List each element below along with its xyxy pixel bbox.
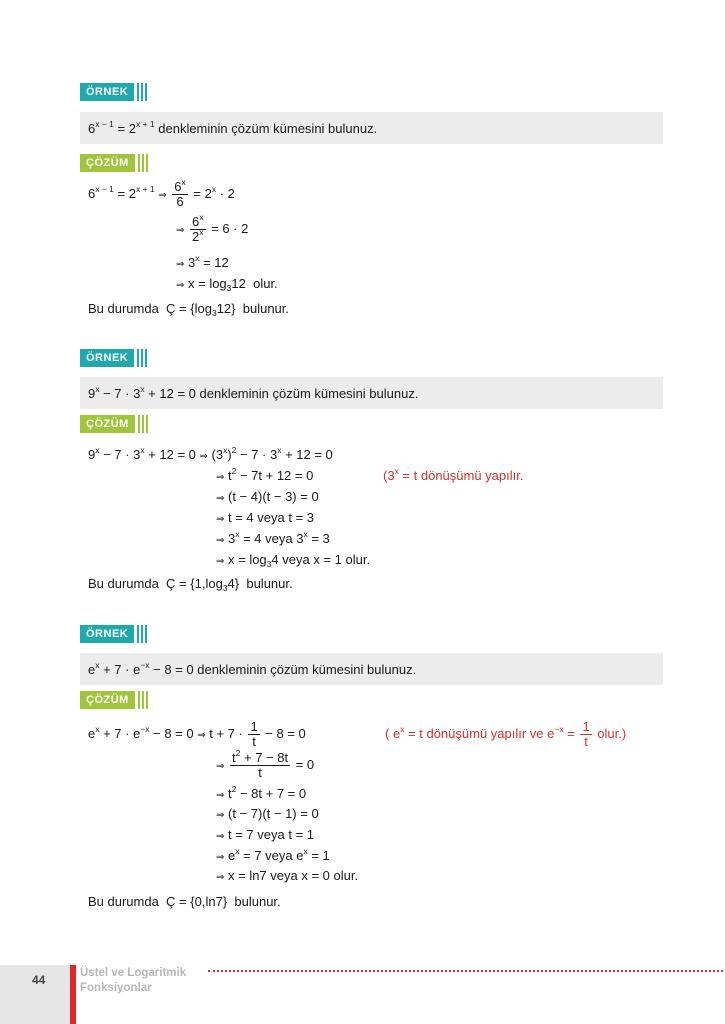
conclusion: Bu durumda Ç = {0,ln7} bulunur. [88,894,281,909]
question-text: denkleminin çözüm kümesini bulunuz. [199,385,419,401]
veya-text: veya [257,827,285,842]
solution-step: ⇒ $t^2 - 7t + 12 = 0$ [216,466,314,483]
badge-stripes-icon [138,691,150,709]
solution-step: ⇒ $x = \log_312$ olur. [176,276,278,293]
question-equation: $e^x + 7 \cdot e^{-x} - 8 = 0$ [88,659,198,677]
conclusion-prefix: Bu durumda [88,301,159,316]
solution-step: ⇒ $e^x = 7$ veya $e^x = 1$ [216,846,330,863]
badge-stripes-icon [137,625,149,643]
substitution-note: ( $e^x = t$ dönüşümü yapılır ve $e^{-x}$ = $\frac{1}{t}$ olur.) [385,719,627,749]
substitution-note: ($3^x = t$ dönüşümü yapılır. [383,466,524,483]
chapter-title-line1: Üstel ve Logaritmik [80,967,187,979]
example-badge-3 [80,625,149,643]
solution-badge-label: ÇÖZÜM [80,154,135,172]
solution-step: $e^x + 7 \cdot e^{-x} - 8 = 0$ ⇒ t + 7 · $\frac{1}{t}$ − 8 = 0 [88,719,306,749]
example-badge-2 [80,349,149,367]
badge-stripes-icon [137,83,149,101]
conclusion-suffix: bulunur. [246,576,293,591]
set-log-arg: 12 [216,301,232,316]
veya-text: veya [265,531,293,546]
veya-text: veya [270,868,298,883]
veya-text: veya [282,552,310,567]
olur-text: olur. [345,552,371,567]
solution-badge-1 [80,154,150,172]
conclusion-suffix: bulunur. [242,301,290,316]
veya-text: veya [257,510,285,525]
solution-step: ⇒ t = 7 veya t = 1 [216,827,315,842]
substitution-note-text: dönüşümü yapılır ve [426,725,544,741]
page-number: 44 [0,965,70,1024]
badge-stripes-icon [138,415,150,433]
chapter-title-line2: Fonksiyonlar [80,982,152,994]
conclusion-prefix: Bu durumda [88,894,159,909]
solution-badge-label: ÇÖZÜM [80,415,135,433]
solution-step: ⇒ t = 4 veya t = 3 [216,510,315,525]
substitution-note-end: olur. [597,725,622,741]
set-first: 1, [194,576,206,591]
question-equation: $6^{x - 1} = 2^{x + 1}$ [88,118,155,136]
olur-text: olur. [333,868,359,883]
question-text: denkleminin çözüm kümesini bulunuz. [158,120,378,136]
conclusion: Bu durumda Ç = $\{\log_312\}$ bulunur. [88,301,290,318]
solution-set: 0,ln7 [194,894,223,909]
example-badge-label: ÖRNEK [80,625,134,643]
example-badge-label: ÖRNEK [80,349,134,367]
solution-badge-3 [80,691,150,709]
question-box-2 [80,377,663,409]
footer-accent-bar [70,965,76,1024]
solution-step: ⇒ $3^x = 12$ [176,253,229,270]
conclusion-prefix: Bu durumda [88,576,159,591]
question-equation: $9^x - 7 \cdot 3^x + 12 = 0$ [88,383,200,401]
solution-step: ⇒ (t − 4)(t − 3) = 0 [216,489,319,504]
solution-step: ⇒ $\frac{t^2 + 7 - 8t}{t}$ = 0 [216,748,315,780]
substitution-note-text: dönüşümü yapılır. [420,468,524,483]
solution-step: ⇒ $t^2 - 8t + 7 = 0$ [216,784,307,801]
example-badge-label: ÖRNEK [80,83,134,101]
solution-step: ⇒ (t − 7)(t − 1) = 0 [216,806,319,821]
solution-step: $9^x - 7 \cdot 3^x + 12 = 0$ ⇒ $(3^x)^2 - 7 \cdot 3^x + 12 = 0$ [88,445,333,462]
conclusion: Bu durumda Ç = $\{1,\log_34\}$ bulunur. [88,576,293,593]
solution-badge-2 [80,415,150,433]
example-badge-1 [80,83,149,101]
question-box-1 [80,112,663,144]
question-text: denkleminin çözüm kümesini bulunuz. [197,661,417,677]
set-log: log [194,301,212,316]
olur-text: olur. [253,276,278,291]
footer-dotted-rule [208,970,723,972]
badge-stripes-icon [137,349,149,367]
badge-stripes-icon [138,154,150,172]
conclusion-suffix: bulunur. [234,894,281,909]
solution-step: ⇒ $3^x = 4$ veya $3^x = 3$ [216,529,330,546]
solution-step: ⇒ x = ln7 veya x = 0 olur. [216,868,359,883]
question-box-3 [80,653,663,685]
chapter-title [80,966,186,996]
solution-step: ⇒ $x = \log_34$ veya x = 1 olur. [216,552,371,569]
solution-badge-label: ÇÖZÜM [80,691,135,709]
veya-text: veya [265,848,293,863]
set-log-base: 3 [211,308,217,318]
solution-step: ⇒ $\frac{6^x}{2^x}$ = 6 · 2 [176,212,249,244]
solution-step: $6^{x - 1} = 2^{x + 1}$ ⇒ $\frac{6^x}{6}$ = $2^x \cdot 2$ [88,177,235,209]
